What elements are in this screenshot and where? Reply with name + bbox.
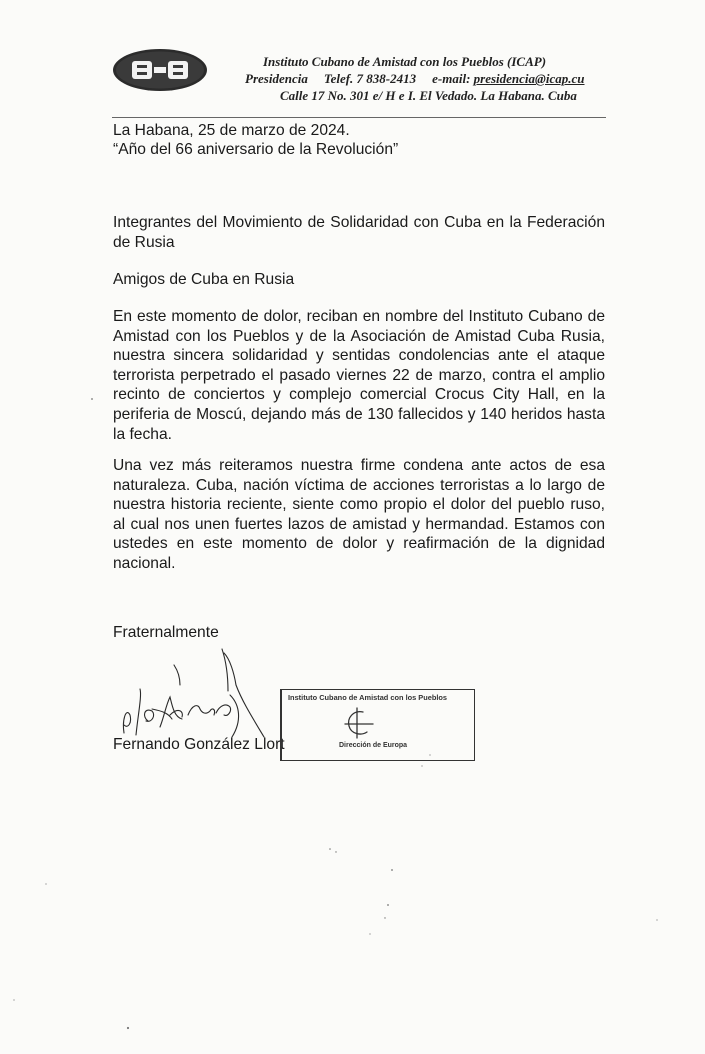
letterhead-contact	[245, 71, 601, 87]
letter-closing: Fraternalmente	[113, 624, 219, 641]
stamp-title: Instituto Cubano de Amistad con los Pueblos	[288, 693, 448, 702]
handwritten-signature-icon	[112, 645, 287, 745]
icap-logo-icon	[112, 48, 208, 92]
letterhead-phone: Telef. 7 838-2413	[323, 71, 417, 86]
letter-paragraph-2: Una vez más reiteramos nuestra firme condena ante actos de esa naturaleza. Cuba, nación víctima de acciones terroristas a lo largo de nuestra historia reciente, siente como propio el dolor del pueblo ruso, al cual nos unen fuertes lazos de amistad y hermandad. Estamos con ustedes en este momento de dolor y reafirmación de la dignidad nacional.	[113, 457, 605, 572]
letter-paragraph-1: En este momento de dolor, reciban en nombre del Instituto Cubano de Amistad con los Pueblos y de la Asociación de Amistad Cuba Rusia, nuestra sincera solidaridad y sentidas condolencias ante el ataque terrorista perpetrado el pasado viernes 22 de marzo, contra el amplio recinto de conciertos y complejo comercial Crocus City Hall, en la periferia de Moscú, dejando más de 130 fallecidos y 140 heridos hasta la fecha.	[113, 308, 605, 443]
letterhead-address: Calle 17 No. 301 e/ H e I. El Vedado. La Habana. Cuba	[280, 88, 577, 103]
letterhead-organization: Instituto Cubano de Amistad con los Pueblos (ICAP)	[263, 54, 547, 69]
letterhead-office: Presidencia	[245, 71, 308, 86]
letter-salutation: Amigos de Cuba en Rusia	[113, 271, 295, 288]
official-stamp	[280, 689, 475, 761]
letterhead-divider	[112, 117, 606, 118]
letter-recipient: Integrantes del Movimiento de Solidaridad con Cuba en la Federación de Rusia	[113, 214, 605, 251]
letterhead-email-label: e-mail:	[432, 71, 471, 86]
stamp-subtitle: Dirección de Europa	[339, 742, 408, 749]
signer-name: Fernando González Llort	[113, 736, 285, 753]
letterhead-email-link[interactable]: presidencia@icap.cu	[473, 71, 585, 86]
letter-date: La Habana, 25 de marzo de 2024.	[113, 122, 350, 139]
letter-motto: “Año del 66 aniversario de la Revolución”	[113, 141, 399, 158]
stamp-initial-icon	[337, 704, 377, 742]
